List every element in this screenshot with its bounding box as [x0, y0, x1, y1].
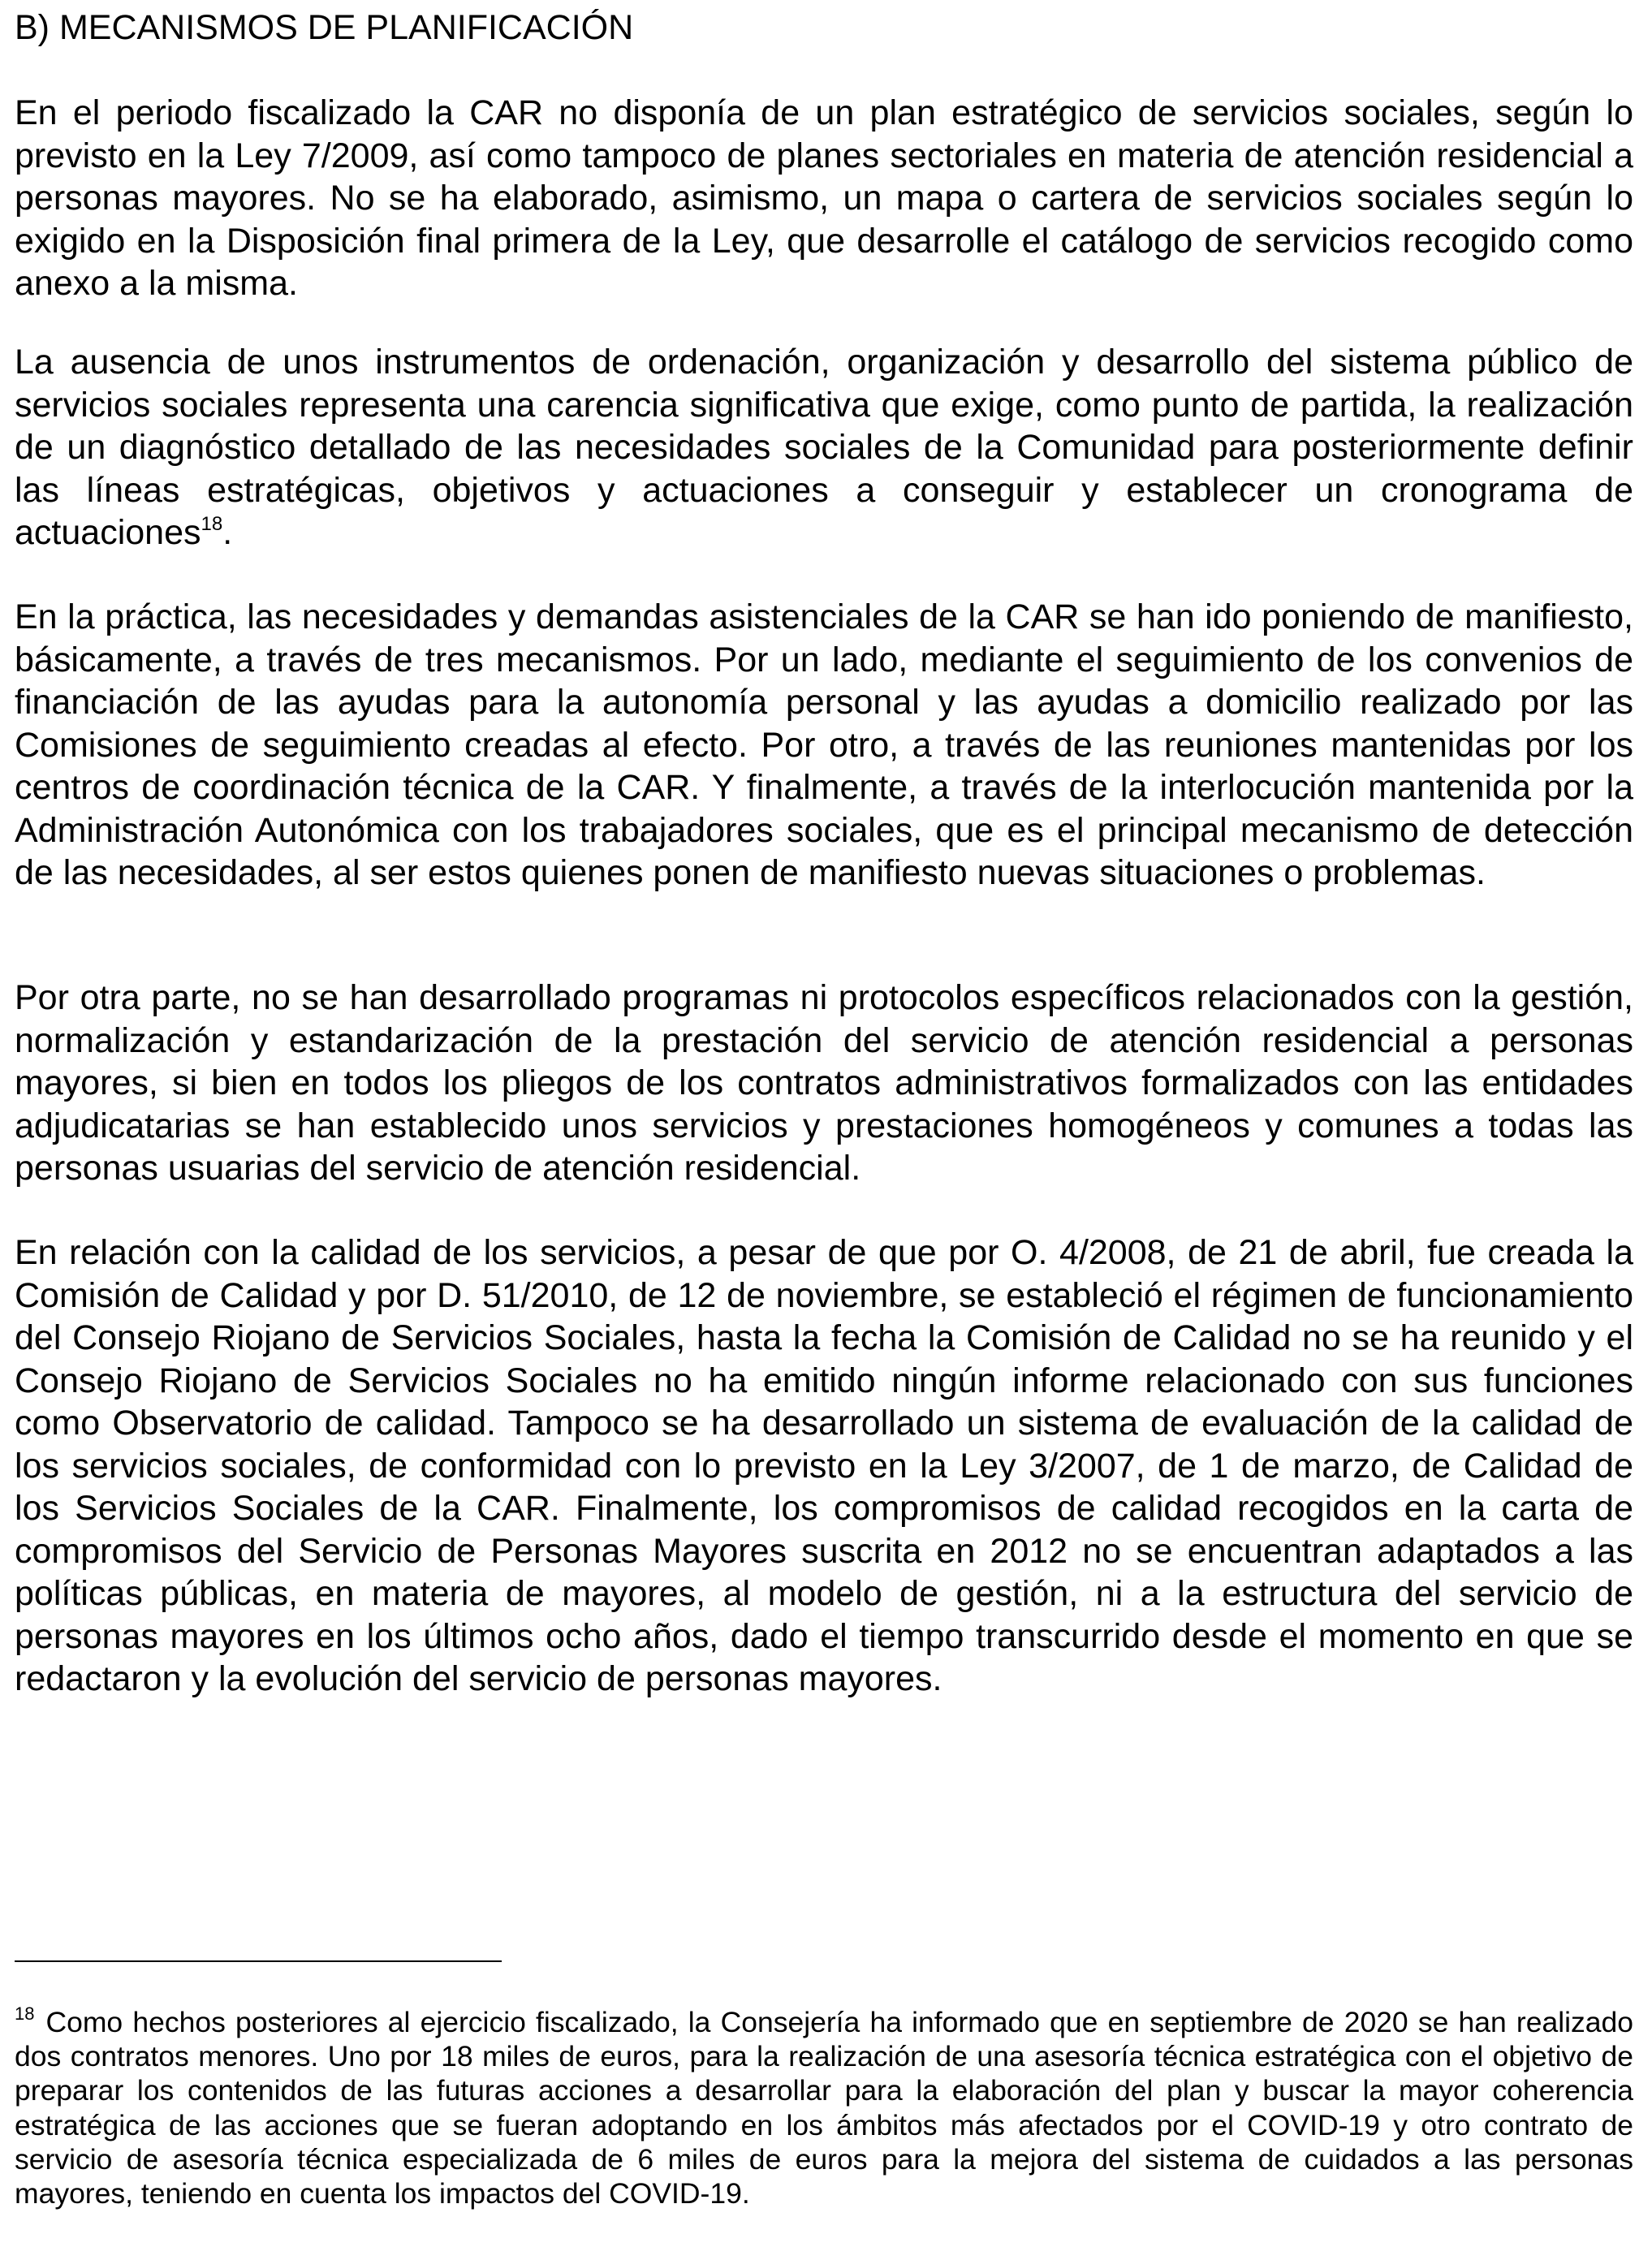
footnote-separator [15, 1960, 502, 1962]
paragraph-quality: En relación con la calidad de los servicios, a pesar de que por O. 4/2008, de 21 de abril, fue creada la Comisión de Calidad y por D. 51/2010, de 12 de noviembre, se estableció el régimen de funcionamiento del Consejo Riojano de Servicios Sociales, hasta la fecha la Comisión de Calidad no se ha reunido y el Consejo Riojano de Servicios Sociales no ha emitido ningún informe relacionado con sus funciones como Observatorio de calidad. Tampoco se ha desarrollado un sistema de evaluación de la calidad de los servicios sociales, de conformidad con lo previsto en la Ley 3/2007, de 1 de marzo, de Calidad de los Servicios Sociales de la CAR. Finalmente, los compromisos de calidad recogidos en la carta de compromisos del Servicio de Personas Mayores suscrita en 2012 no se encuentran adaptados a las políticas públicas, en materia de mayores, al modelo de gestión, ni a la estructura del servicio de personas mayores en los últimos ocho años, dado el tiempo transcurrido desde el momento en que se redactaron y la evolución del servicio de personas mayores. [15, 1233, 1633, 1698]
footnote-reference[interactable]: 18 [201, 513, 223, 535]
paragraph-body: La ausencia de unos instrumentos de ordenación, organización y desarrollo del sistema público de servicios sociales representa una carencia significativa que exige, como punto de partida, la realización de un diagnóstico detallado de las necesidades sociales de la Comunidad para posteriormente definir las líneas estratégicas, objetivos y actuaciones a conseguir y establecer un cronograma de actuaciones [15, 343, 1633, 552]
footnote-number: 18 [15, 2003, 35, 2024]
section-heading: B) MECANISMOS DE PLANIFICACIÓN [15, 8, 634, 47]
paragraph-detection-mechanisms: En la práctica, las necesidades y demandas asistenciales de la CAR se han ido poniendo de manifiesto, básicamente, a través de tres mecanismos. Por un lado, mediante el seguimiento de los convenios de financiación de las ayudas para la autonomía personal y las ayudas a domicilio realizado por las Comisiones de seguimiento creadas al efecto. Por otro, a través de las reuniones mantenidas por los centros de coordinación técnica de la CAR. Y finalmente, a través de la interlocución mantenida por la Administración Autonómica con los trabajadores sociales, que es el principal mecanismo de detección de las necesidades, al ser estos quienes ponen de manifiesto nuevas situaciones o problemas. [15, 597, 1633, 892]
paragraph-end-punctuation: . [222, 513, 233, 552]
paragraph-protocols: Por otra parte, no se han desarrollado programas ni protocolos específicos relacionados con la gestión, normalización y estandarización de la prestación del servicio de atención residencial a personas mayores, si bien en todos los pliegos de los contratos administrativos formalizados con las entidades adjudicatarias se han establecido unos servicios y prestaciones homogéneos y comunes a todas las personas usuarias del servicio de atención residencial. [15, 978, 1633, 1188]
footnote-text: Como hechos posteriores al ejercicio fiscalizado, la Consejería ha informado que en septiembre de 2020 se han realizado dos contratos menores. Uno por 18 miles de euros, para la realización de una asesoría técnica estratégica con el objetivo de preparar los contenidos de las futuras acciones a desarrollar para la elaboración del plan y buscar la mayor coherencia estratégica de las acciones que se fueran adoptando en los ámbitos más afectados por el COVID-19 y otro contrato de servicio de asesoría técnica especializada de 6 miles de euros para la mejora del sistema de cuidados a las personas mayores, teniendo en cuenta los impactos del COVID-19. [15, 2006, 1633, 2210]
paragraph-planning-absence: En el periodo fiscalizado la CAR no disponía de un plan estratégico de servicios sociales, según lo previsto en la Ley 7/2009, así como tampoco de planes sectoriales en materia de atención residencial a personas mayores. No se ha elaborado, asimismo, un mapa o cartera de servicios sociales según lo exigido en la Disposición final primera de la Ley, que desarrolle el catálogo de servicios recogido como anexo a la misma. [15, 93, 1633, 303]
paragraph-instruments-absence [15, 341, 1633, 554]
footnote [15, 2005, 1633, 2210]
